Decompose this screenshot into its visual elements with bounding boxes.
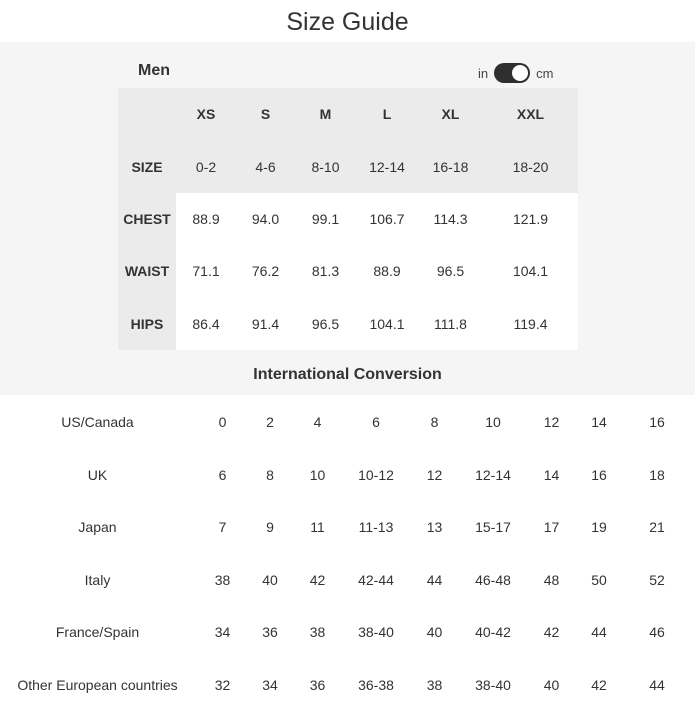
table-cell: 14 (579, 396, 619, 449)
table-cell: 4 (290, 396, 345, 449)
table-cell: 7 (195, 501, 250, 554)
table-cell: 71.1 (176, 245, 236, 297)
table-cell: 106.7 (356, 193, 418, 245)
table-cell: 21 (619, 501, 695, 554)
table-cell: 12-14 (462, 449, 524, 502)
table-cell: 12 (407, 449, 462, 502)
table-cell: 2 (250, 396, 290, 449)
table-cell: 52 (619, 554, 695, 607)
table-row (0, 396, 695, 449)
size-header: XXL (483, 88, 578, 140)
table-cell: 12 (524, 396, 579, 449)
table-cell: 0-2 (176, 140, 236, 192)
row-label: SIZE (118, 140, 176, 192)
table-cell: 10 (462, 396, 524, 449)
row-label: France/Spain (0, 606, 195, 659)
table-cell: 14 (524, 449, 579, 502)
table-cell: 94.0 (236, 193, 295, 245)
men-size-table (118, 88, 578, 350)
size-header-row (118, 88, 578, 140)
table-row (0, 606, 695, 659)
row-label: Italy (0, 554, 195, 607)
table-row (118, 298, 578, 350)
table-row (0, 554, 695, 607)
conversion-heading: International Conversion (0, 366, 695, 384)
row-label: WAIST (118, 245, 176, 297)
size-header: XS (176, 88, 236, 140)
men-heading: Men (138, 62, 170, 80)
table-cell: 8 (407, 396, 462, 449)
unit-toggle[interactable] (478, 62, 553, 84)
row-label: Japan (0, 501, 195, 554)
table-cell: 10 (290, 449, 345, 502)
table-cell: 76.2 (236, 245, 295, 297)
unit-switch[interactable] (494, 63, 530, 83)
table-cell: 6 (345, 396, 407, 449)
table-cell: 36 (290, 659, 345, 711)
conversion-table (0, 396, 695, 711)
table-row (118, 193, 578, 245)
table-cell: 99.1 (295, 193, 356, 245)
table-cell: 88.9 (356, 245, 418, 297)
table-cell: 11-13 (345, 501, 407, 554)
table-cell: 121.9 (483, 193, 578, 245)
table-cell: 40 (407, 606, 462, 659)
table-row (0, 501, 695, 554)
page-title: Size Guide (0, 0, 695, 42)
table-cell: 40-42 (462, 606, 524, 659)
row-label: US/Canada (0, 396, 195, 449)
table-cell: 96.5 (418, 245, 483, 297)
table-cell: 16-18 (418, 140, 483, 192)
table-cell: 34 (250, 659, 290, 711)
row-label: Other European countries (0, 659, 195, 711)
table-cell: 111.8 (418, 298, 483, 350)
switch-knob (512, 65, 528, 81)
table-cell: 19 (579, 501, 619, 554)
table-cell: 96.5 (295, 298, 356, 350)
table-cell: 44 (619, 659, 695, 711)
size-header: XL (418, 88, 483, 140)
table-cell: 119.4 (483, 298, 578, 350)
table-cell: 114.3 (418, 193, 483, 245)
table-cell: 18-20 (483, 140, 578, 192)
table-cell: 38 (407, 659, 462, 711)
table-cell: 44 (579, 606, 619, 659)
table-cell: 46 (619, 606, 695, 659)
table-cell: 32 (195, 659, 250, 711)
table-cell: 91.4 (236, 298, 295, 350)
table-cell: 11 (290, 501, 345, 554)
table-cell: 38 (290, 606, 345, 659)
table-cell: 104.1 (483, 245, 578, 297)
table-row (0, 449, 695, 502)
table-cell: 44 (407, 554, 462, 607)
table-row (118, 140, 578, 192)
table-cell: 38-40 (462, 659, 524, 711)
row-label: UK (0, 449, 195, 502)
table-cell: 42 (524, 606, 579, 659)
table-cell: 16 (619, 396, 695, 449)
size-header: S (236, 88, 295, 140)
table-cell: 86.4 (176, 298, 236, 350)
table-cell: 38 (195, 554, 250, 607)
table-cell: 40 (524, 659, 579, 711)
table-cell: 4-6 (236, 140, 295, 192)
table-cell: 15-17 (462, 501, 524, 554)
table-row (118, 245, 578, 297)
table-cell: 10-12 (345, 449, 407, 502)
table-cell: 17 (524, 501, 579, 554)
table-cell: 36 (250, 606, 290, 659)
unit-in-label: in (478, 66, 488, 81)
table-cell: 8-10 (295, 140, 356, 192)
header-corner (118, 88, 176, 140)
table-cell: 81.3 (295, 245, 356, 297)
table-cell: 104.1 (356, 298, 418, 350)
table-cell: 36-38 (345, 659, 407, 711)
table-cell: 46-48 (462, 554, 524, 607)
table-cell: 42 (579, 659, 619, 711)
table-cell: 40 (250, 554, 290, 607)
table-cell: 16 (579, 449, 619, 502)
table-cell: 6 (195, 449, 250, 502)
table-cell: 9 (250, 501, 290, 554)
unit-cm-label: cm (536, 66, 553, 81)
table-cell: 0 (195, 396, 250, 449)
table-cell: 42-44 (345, 554, 407, 607)
table-cell: 18 (619, 449, 695, 502)
table-cell: 12-14 (356, 140, 418, 192)
table-cell: 88.9 (176, 193, 236, 245)
row-label: HIPS (118, 298, 176, 350)
table-row (0, 659, 695, 711)
table-cell: 8 (250, 449, 290, 502)
row-label: CHEST (118, 193, 176, 245)
size-header: L (356, 88, 418, 140)
table-cell: 34 (195, 606, 250, 659)
table-cell: 42 (290, 554, 345, 607)
size-header: M (295, 88, 356, 140)
table-cell: 13 (407, 501, 462, 554)
table-cell: 48 (524, 554, 579, 607)
table-cell: 38-40 (345, 606, 407, 659)
table-cell: 50 (579, 554, 619, 607)
